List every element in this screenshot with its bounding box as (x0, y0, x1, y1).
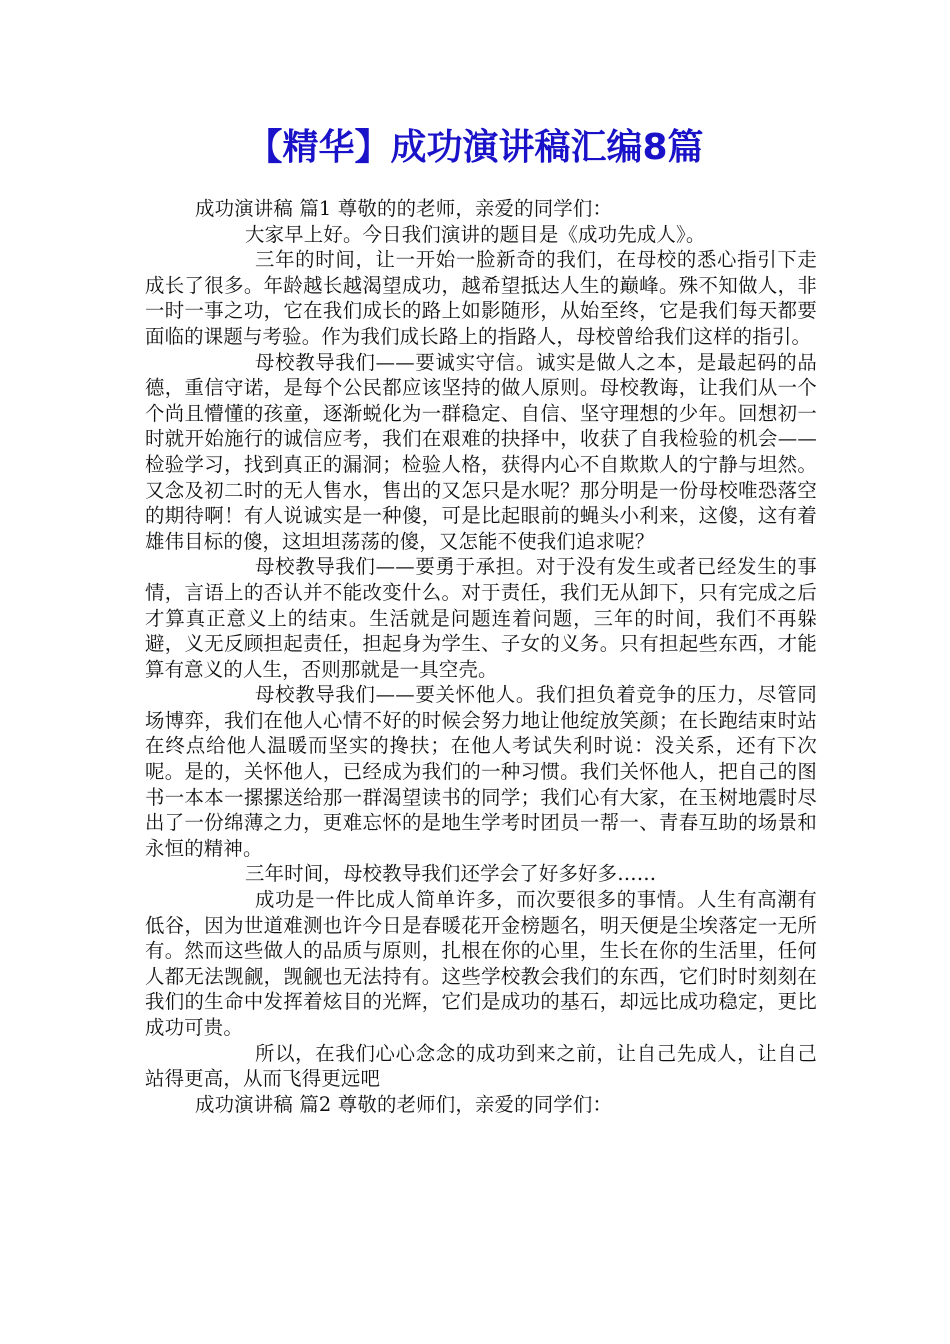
paragraph: 母校教导我们——要诚实守信。诚实是做人之本，是最起码的品德，重信守诺，是每个公民都应该坚持的做人原则。母校教诲，让我们从一个个尚且懵懂的孩童，逐渐蜕化为一群稳定、自信、坚守理想的少年。回想初一时就开始施行的诚信应考，我们在艰难的抉择中，收获了自我检验的机会——检验学习，找到真正的漏洞；检验人格，获得内心不自欺欺人的宁静与坦然。又念及初二时的无人售水，售出的又怎只是水呢？那分明是一份母校唯恐落空的期待啊！有人说诚实是一种傻，可是比起眼前的蝇头小利来，这傻，这有着雄伟目标的傻，这坦坦荡荡的傻，又怎能不使我们追求呢？ (145, 350, 817, 553)
document-body (145, 196, 817, 1117)
paragraph: 母校教导我们——要勇于承担。对于没有发生或者已经发生的事情，言语上的否认并不能改变什么。对于责任，我们无从卸下，只有完成之后才算真正意义上的结束。生活就是问题连着问题，三年的时间，我们不再躲避，义无反顾担起责任，担起身为学生、子女的义务。只有担起些东西，才能算有意义的人生，否则那就是一具空壳。 (145, 555, 817, 681)
paragraph: 三年的时间，让一开始一脸新奇的我们，在母校的悉心指引下走成长了很多。年龄越长越渴望成功，越希望抵达人生的巅峰。殊不知做人，非一时一事之功，它在我们成长的路上如影随形，从始至终，它是我们每天都要面临的课题与考验。作为我们成长路上的指路人，母校曾给我们这样的指引。 (145, 248, 817, 348)
paragraph: 三年时间，母校教导我们还学会了好多好多…… (245, 862, 657, 886)
paragraph: 成功演讲稿 篇2 尊敬的老师们，亲爱的同学们： (195, 1092, 613, 1116)
paragraph: 母校教导我们——要关怀他人。我们担负着竞争的压力，尽管同场博弈，我们在他人心情不好的时候会努力地让他绽放笑颜；在长跑结束时站在终点给他人温暖而坚实的搀扶；在他人考试失利时说：没关系，还有下次呢。是的，关怀他人，已经成为我们的一种习惯。我们关怀他人，把自己的图书一本本一摞摞送给那一群渴望读书的同学；我们心有大家，在玉树地震时尽出了一份绵薄之力，更难忘怀的是地生学考时团员一帮一、青春互助的场景和永恒的精神。 (145, 683, 817, 860)
paragraph: 大家早上好。今日我们演讲的题目是《成功先成人》。 (245, 222, 706, 246)
paragraph: 成功演讲稿 篇1 尊敬的的老师，亲爱的同学们： (195, 197, 613, 220)
paragraph: 所以，在我们心心念念的成功到来之前，让自己先成人，让自己站得更高，从而飞得更远吧 (145, 1041, 817, 1091)
paragraph: 成功是一件比成人简单许多，而次要很多的事情。人生有高潮有低谷，因为世道难测也许今日是春暖花开金榜题名，明天便是尘埃落定一无所有。然而这些做人的品质与原则，扎根在你的心里，生长在你的生活里，任何人都无法觊觎，觊觎也无法持有。这些学校教会我们的东西，它们时时刻刻在我们的生命中发挥着炫目的光辉，它们是成功的基石，却远比成功稳定，更比成功可贵。 (145, 888, 817, 1039)
document-title: 【精华】成功演讲稿汇编8篇 (246, 127, 704, 168)
